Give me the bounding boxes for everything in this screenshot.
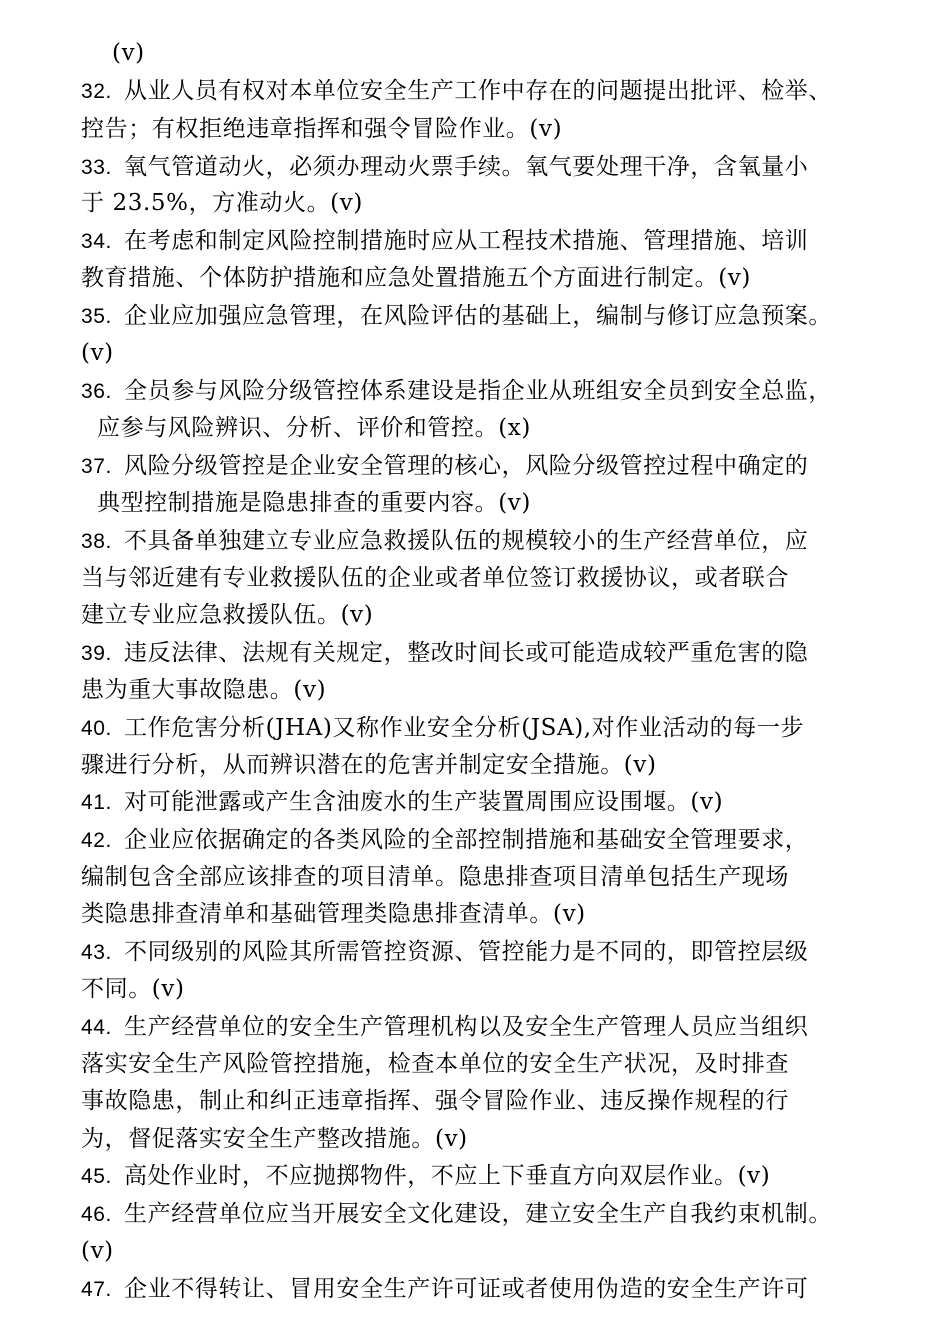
line-text: 违反法律、法规有关规定，整改时间长或可能造成较严重危害的隐 <box>124 640 809 666</box>
text-line <box>97 484 531 522</box>
line-text: 类隐患排查清单和基础管理类隐患排查清单。(v) <box>81 901 586 927</box>
line-text: 患为重大事故隐患。(v) <box>81 677 327 703</box>
line-text: 不同。(v) <box>81 976 185 1002</box>
text-line <box>81 895 586 933</box>
text-line <box>81 596 373 634</box>
text-line <box>81 709 804 747</box>
line-text: 应参与风险辨识、分析、评价和管控。(x) <box>97 415 531 441</box>
line-text: 风险分级管控是企业安全管理的核心，风险分级管控过程中确定的 <box>124 453 809 479</box>
line-text: 骤进行分析，从而辨识潜在的危害并制定安全措施。(v) <box>81 752 657 778</box>
text-line <box>81 522 808 560</box>
text-line <box>81 148 808 186</box>
line-text: 落实安全生产风险管控措施，检查本单位的安全生产状况，及时排查 <box>81 1051 789 1077</box>
line-text: 生产经营单位的安全生产管理机构以及安全生产管理人员应当组织 <box>124 1014 809 1040</box>
line-text: 在考虑和制定风险控制措施时应从工程技术措施、管理措施、培训 <box>124 228 809 254</box>
item-number: 42. <box>81 829 112 852</box>
text-line <box>81 110 562 148</box>
text-line <box>100 34 145 72</box>
text-line <box>81 72 832 110</box>
item-number: 41. <box>81 791 112 814</box>
text-line <box>81 559 789 597</box>
text-line <box>81 184 363 222</box>
text-line <box>81 634 808 672</box>
line-text: 工作危害分析(JHA)又称作业安全分析(JSA),对作业活动的每一步 <box>124 715 805 741</box>
text-line <box>81 1120 468 1158</box>
item-number: 37. <box>81 455 112 478</box>
item-number: 33. <box>81 156 112 179</box>
text-line <box>81 671 326 709</box>
line-text: 从业人员有权对本单位安全生产工作中存在的问题提出批评、检举、 <box>124 78 832 104</box>
item-number: 47. <box>81 1278 112 1301</box>
item-number: 43. <box>81 941 112 964</box>
item-number: 35. <box>81 305 112 328</box>
line-text: 企业应加强应急管理，在风险评估的基础上，编制与修订应急预案。 <box>124 303 832 329</box>
item-number: 32. <box>81 80 112 103</box>
line-text: 事故隐患，制止和纠正违章指挥、强令冒险作业、违反操作规程的行 <box>81 1088 789 1114</box>
text-line <box>81 1008 808 1046</box>
line-text: 于 23.5%，方准动火。(v) <box>81 190 363 216</box>
line-text: 不具备单独建立专业应急救援队伍的规模较小的生产经营单位，应 <box>124 528 809 554</box>
item-number: 38. <box>81 530 112 553</box>
line-text: 编制包含全部应该排查的项目清单。隐患排查项目清单包括生产现场 <box>81 864 789 890</box>
line-text: 全员参与风险分级管控体系建设是指企业从班组安全员到安全总监， <box>124 378 832 404</box>
item-number: 46. <box>81 1203 112 1226</box>
line-text: 不同级别的风险其所需管控资源、管控能力是不同的，即管控层级 <box>124 939 809 965</box>
text-line <box>81 372 832 410</box>
line-text: (v) <box>112 40 145 66</box>
text-line <box>81 933 808 971</box>
line-text: 教育措施、个体防护措施和应急处置措施五个方面进行制定。(v) <box>81 265 751 291</box>
line-text: 生产经营单位应当开展安全文化建设，建立安全生产自我约束机制。 <box>124 1201 832 1227</box>
item-number: 36. <box>81 380 112 403</box>
line-text: 企业应依据确定的各类风险的全部控制措施和基础安全管理要求， <box>124 827 809 853</box>
text-line <box>81 1270 808 1308</box>
line-text: 典型控制措施是隐患排查的重要内容。(v) <box>97 490 531 516</box>
text-line <box>81 297 832 335</box>
text-line <box>81 970 185 1008</box>
item-number: 39. <box>81 642 112 665</box>
text-line <box>81 783 723 821</box>
text-line <box>81 447 808 485</box>
line-text: 控告；有权拒绝违章指挥和强令冒险作业。(v) <box>81 116 563 142</box>
item-number: 34. <box>81 230 112 253</box>
text-line <box>81 1045 789 1083</box>
line-text: 企业不得转让、冒用安全生产许可证或者使用伪造的安全生产许可 <box>124 1276 809 1302</box>
text-line <box>81 1232 114 1270</box>
text-line <box>81 746 657 784</box>
line-text: 高处作业时，不应抛掷物件，不应上下垂直方向双层作业。(v) <box>124 1163 771 1189</box>
item-number: 40. <box>81 717 112 740</box>
text-line <box>81 1157 770 1195</box>
line-text: (v) <box>81 340 114 366</box>
line-text: 当与邻近建有专业救援队伍的企业或者单位签订救援协议，或者联合 <box>81 565 789 591</box>
line-text: 为，督促落实安全生产整改措施。(v) <box>81 1126 468 1152</box>
item-number: 44. <box>81 1016 112 1039</box>
text-line <box>81 1195 832 1233</box>
text-line <box>81 259 751 297</box>
item-number: 45. <box>81 1165 112 1188</box>
line-text: (v) <box>81 1238 114 1264</box>
line-text: 氧气管道动火，必须办理动火票手续。氧气要处理干净，含氧量小 <box>124 154 809 180</box>
line-text: 建立专业应急救援队伍。(v) <box>81 602 374 628</box>
text-line <box>97 409 531 447</box>
text-line <box>81 222 808 260</box>
text-line <box>81 334 114 372</box>
text-line <box>81 1082 789 1120</box>
text-line <box>81 858 789 896</box>
text-line <box>81 821 808 859</box>
line-text: 对可能泄露或产生含油废水的生产装置周围应设围堰。(v) <box>124 789 724 815</box>
